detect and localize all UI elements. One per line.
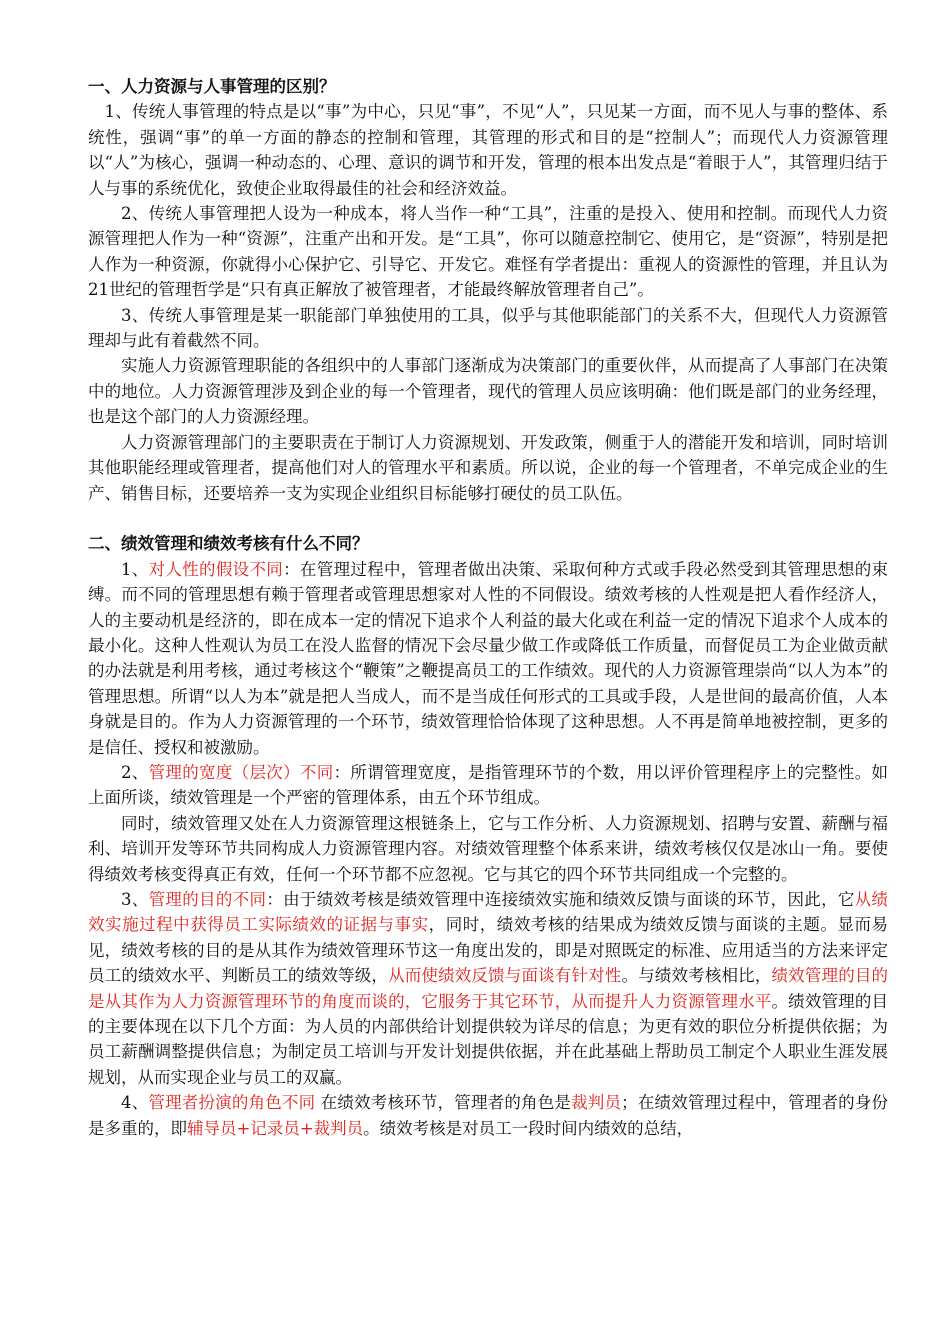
item-4-highlight-1: 裁判员 (571, 1093, 622, 1113)
item-1-number: 1、 (121, 559, 149, 579)
item-3-text-1: ：由于绩效考核是绩效管理中连接绩效实施和绩效反馈与面谈的环节，因此，它 (266, 889, 855, 909)
item-3-number: 3、 (121, 889, 149, 909)
section-2-item-4 (88, 1090, 888, 1141)
section-2-heading: 二、绩效管理和绩效考核有什么不同？ (88, 534, 369, 554)
section-1-paragraph-2: 2、传统人事管理把人设为一种成本，将人当作一种“工具”，注重的是投入、使用和控制。而现代人力资源管理把人作为一种“资源”，注重产出和开发。是“工具”，你可以随意控制它、使用它，是“资源”，特别是把人作为一种资源，你就得小心保护它、引导它、开发它。难怪有学者提出：重视人的资源性的管理，并且认为21世纪的管理哲学是“只有真正解放了被管理者，才能最终解放管理者自己”。 (88, 204, 888, 300)
item-4-text-2: ；在绩效管理过程中，管理者的身份是多重的，即 (88, 1093, 889, 1138)
section-2-item-2-paragraph-2: 同时，绩效管理又处在人力资源管理这根链条上，它与工作分析、人力资源规划、招聘与安置、薪酬与福利、培训开发等环节共同构成人力资源管理内容。对绩效管理整个体系来讲，绩效考核仅仅是冰山一角。要使得绩效考核变得真正有效，任何一个环节都不应忽视。它与其它的四个环节共同组成一个完整的。 (88, 813, 888, 884)
item-4-title: 管理者扮演的角色不同 (148, 1093, 316, 1113)
item-4-highlight-2: 辅导员+记录员+裁判员 (187, 1118, 364, 1138)
item-1-title: 对人性的假设不同 (148, 559, 284, 579)
section-2-item-3 (88, 887, 888, 1090)
section-2-item-1 (88, 557, 888, 760)
section-1-paragraph-4: 实施人力资源管理职能的各组织中的人事部门逐渐成为决策部门的重要伙伴，从而提高了人事部门在决策中的地位。人力资源管理涉及到企业的每一个管理者，现代的管理人员应该明确：他们既是部门的业务经理，也是这个部门的人力资源经理。 (88, 356, 888, 427)
item-3-highlight-2: 从而使绩效反馈与面谈有针对性 (388, 966, 622, 986)
item-2-title: 管理的宽度（层次）不同 (148, 762, 334, 782)
item-3-highlight-1: 从绩效实施过程中获得员工实际绩效的证据与事实 (88, 889, 889, 935)
item-3-text-3: 。与绩效考核相比， (621, 966, 772, 986)
item-2-text: ：所谓管理宽度，是指管理环节的个数，用以评价管理程序上的完整性。如上面所谈，绩效管理是一个严密的管理体系，由五个环节组成。 (88, 762, 889, 808)
item-1-text: ：在管理过程中，管理者做出决策、采取何种方式或手段必然受到其管理思想的束缚。而不同的管理思想有赖于管理者或管理思想家对人性的不同假设。绩效考核的人性观是把人看作经济人，人的主要动机是经济的，即在成本一定的情况下追求个人利益的最大化或在利益一定的情况下追求个人成本的最小化。这种人性观认为员工在没人监督的情况下会尽量少做工作或降低工作质量，而督促员工为企业做贡献的办法就是利用考核，通过考核这个“鞭策”之鞭提高员工的工作绩效。现代的人力资源管理崇尚“以人为本”的管理思想。所谓“以人为本”就是把人当成人，而不是当成任何形式的工具或手段，人是世间的最高价值，人本身就是目的。作为人力资源管理的一个环节，绩效管理恰恰体现了这种思想。人不再是简单地被控制，更多的是信任、授权和被激励。 (88, 559, 889, 757)
section-1-paragraph-1: 1、传统人事管理的特点是以“事”为中心，只见“事”，不见“人”，只见某一方面，而不见人与事的整体、系统性，强调“事”的单一方面的静态的控制和管理，其管理的形式和目的是“控制人”；而现代人力资源管理以“人”为核心，强调一种动态的、心理、意识的调节和开发，管理的根本出发点是“着眼于人”，其管理归结于人与事的系统优化，致使企业取得最佳的社会和经济效益。 (88, 102, 888, 198)
section-1-paragraph-3: 3、传统人事管理是某一职能部门单独使用的工具，似乎与其他职能部门的关系不大，但现代人力资源管理却与此有着截然不同。 (88, 305, 888, 351)
section-1-paragraph-5: 人力资源管理部门的主要职责在于制订人力资源规划、开发政策，侧重于人的潜能开发和培训，同时培训其他职能经理或管理者，提高他们对人的管理水平和素质。所以说，企业的每一个管理者，不单完成企业的生产、销售目标，还要培养一支为实现企业组织目标能够打硬仗的员工队伍。 (88, 432, 888, 503)
item-2-number: 2、 (121, 762, 149, 782)
item-4-text-3: 。绩效考核是对员工一段时间内绩效的总结， (363, 1118, 694, 1138)
item-3-highlight-3: 绩效管理的目的是从其作为人力资源管理环节的角度而谈的，它服务于其它环节，从而提升人力资源管理水平 (88, 966, 889, 1011)
item-4-number: 4、 (121, 1093, 149, 1113)
section-2-item-2 (88, 760, 888, 811)
item-3-title: 管理的目的不同 (148, 889, 267, 909)
section-1-heading: 一、人力资源与人事管理的区别？ (88, 77, 336, 96)
item-3-text-2: ，同时，绩效考核的结果成为绩效反馈与面谈的主题。显而易见，绩效考核的目的是从其作为绩效管理环节这一角度出发的，即是对照既定的标准、应用适当的方法来评定员工的绩效水平、判断员工的绩效等级， (88, 915, 889, 986)
section-gap (88, 506, 888, 531)
item-3-text-4: 。绩效管理的目的主要体现在以下几个方面：为人员的内部供给计划提供较为详尽的信息；为更有效的职位分析提供依据；为员工薪酬调整提供信息；为制定员工培训与开发计划提供依据，并在此基础上帮助员工制定个人职业生涯发展规划，从而实现企业与员工的双赢。 (88, 991, 889, 1087)
item-4-text-1: 在绩效考核环节，管理者的角色是 (315, 1093, 572, 1113)
